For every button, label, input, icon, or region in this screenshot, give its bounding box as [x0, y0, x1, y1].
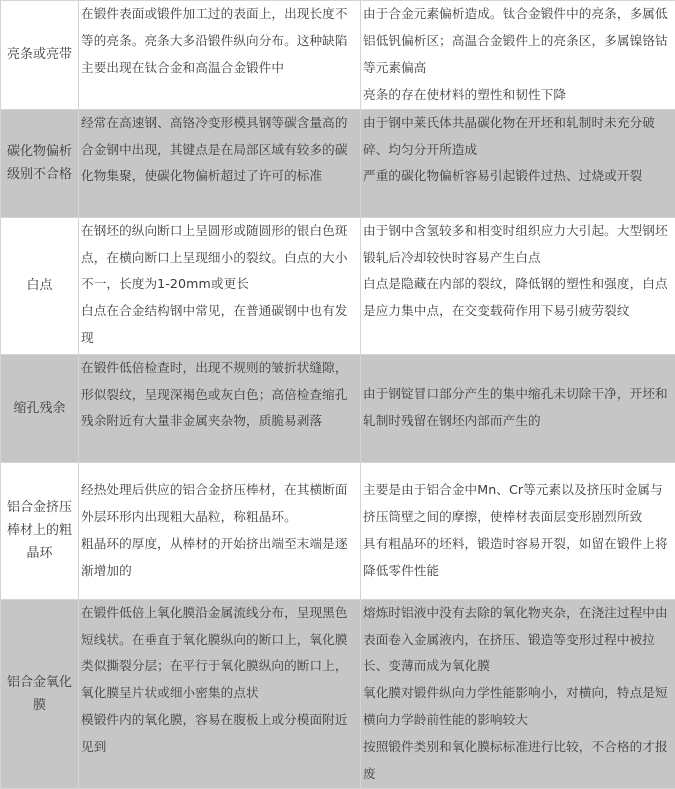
feature-paragraph: 白点在合金结构钢中常见，在普通碳钢中也有发现: [81, 298, 359, 352]
defect-name: 铝合金氧化膜: [1, 599, 79, 788]
feature-paragraph: 在锻件低倍检查时，出现不规则的皱折状缝隙，形似裂纹，呈现深褐色或灰白色；高倍检查缩孔残余附近有大量非金属夹杂物，质脆易剥落: [81, 355, 359, 436]
defect-features: [79, 462, 361, 599]
defect-causes: [361, 109, 675, 217]
table-row: [1, 462, 675, 599]
table-row: [1, 354, 675, 462]
defect-causes: [361, 462, 675, 599]
cause-paragraph: 主要是由于铝合金中Mn、Cr等元素以及挤压时金属与挤压筒壁之间的摩擦，使棒材表面层变形剧烈所致: [363, 477, 674, 531]
defect-features: [79, 354, 361, 462]
defect-features: [79, 599, 361, 788]
defect-causes: [361, 599, 675, 788]
defect-causes: [361, 217, 675, 354]
defect-causes: [361, 1, 675, 110]
cause-paragraph: 按照锻件类别和氧化膜标标准进行比较，不合格的才报废: [363, 734, 674, 788]
cause-paragraph: 氧化膜对锻件纵向力学性能影响小，对横向，特点是短横向力学龄前性能的影响较大: [363, 680, 674, 734]
table-row: [1, 1, 675, 110]
cause-paragraph: 由于钢中莱氏体共晶碳化物在开坯和轧制时未充分破碎、均匀分开所造成: [363, 110, 674, 164]
cause-paragraph: 由于合金元素偏析造成。钛合金锻件中的亮条，多属低铝低钒偏析区；高温合金锻件上的亮条区，多属镍铬钴等元素偏高: [363, 1, 674, 82]
cause-paragraph: 由于钢中含氢较多和相变时组织应力大引起。大型钢坯锻轧后冷却较快时容易产生白点: [363, 218, 674, 272]
table-row: [1, 109, 675, 217]
cause-paragraph: 熔炼时铝液中没有去除的氧化物夹杂，在浇注过程中由表面卷入金属液内，在挤压、锻造等变形过程中被拉长、变薄而成为氧化膜: [363, 600, 674, 681]
feature-paragraph: 粗晶环的厚度，从棒材的开始挤出端至末端是逐渐增加的: [81, 531, 359, 585]
defect-causes: [361, 354, 675, 462]
table-row: [1, 599, 675, 788]
defect-name: 亮条或亮带: [1, 1, 79, 110]
cause-paragraph: 由于钢锭冒口部分产生的集中缩孔未切除干净，开坯和轧制时残留在钢坯内部而产生的: [363, 381, 674, 435]
defect-name: 缩孔残余: [1, 354, 79, 462]
defect-features: [79, 1, 361, 110]
feature-paragraph: 经常在高速钢、高铬冷变形模具钢等碳含量高的合金钢中出现，其键点是在局部区域有较多的碳化物集聚，使碳化物偏析超过了许可的标准: [81, 110, 359, 191]
feature-paragraph: 经热处理后供应的铝合金挤压棒材，在其横断面外层环形内出现粗大晶粒，称粗晶环。: [81, 477, 359, 531]
defect-features: [79, 217, 361, 354]
cause-paragraph: 具有粗晶环的坯料，锻造时容易开裂，如留在锻件上将降低零件性能: [363, 531, 674, 585]
defect-name: 铝合金挤压棒材上的粗晶环: [1, 462, 79, 599]
feature-paragraph: 在锻件低倍上氧化膜沿金属流线分布，呈现黑色短线状。在垂直于氧化膜纵向的断口上，氧化膜类似撕裂分层；在平行于氧化膜纵向的断口上，氧化膜呈片状或细小密集的点状: [81, 600, 359, 708]
cause-paragraph: 亮条的存在使材料的塑性和韧性下降: [363, 82, 674, 109]
feature-paragraph: 模锻件内的氧化膜，容易在腹板上或分模面附近见到: [81, 707, 359, 761]
table-row: [1, 217, 675, 354]
defect-name: 碳化物偏析级别不合格: [1, 109, 79, 217]
feature-paragraph: 在钢坯的纵向断口上呈圆形或随圆形的银白色斑点，在横向断口上呈现细小的裂纹。白点的大小不一，长度为1-20mm或更长: [81, 218, 359, 299]
defect-features: [79, 109, 361, 217]
cause-paragraph: 严重的碳化物偏析容易引起锻件过热、过烧或开裂: [363, 163, 674, 190]
feature-paragraph: 在锻件表面或锻件加工过的表面上，出现长度不等的亮条。亮条大多沿锻件纵向分布。这种缺陷主要出现在钛合金和高温合金锻件中: [81, 1, 359, 82]
defect-name: 白点: [1, 217, 79, 354]
cause-paragraph: 白点是隐藏在内部的裂纹，降低钢的塑性和强度，白点是应力集中点，在交变载荷作用下易引疲劳裂纹: [363, 271, 674, 325]
